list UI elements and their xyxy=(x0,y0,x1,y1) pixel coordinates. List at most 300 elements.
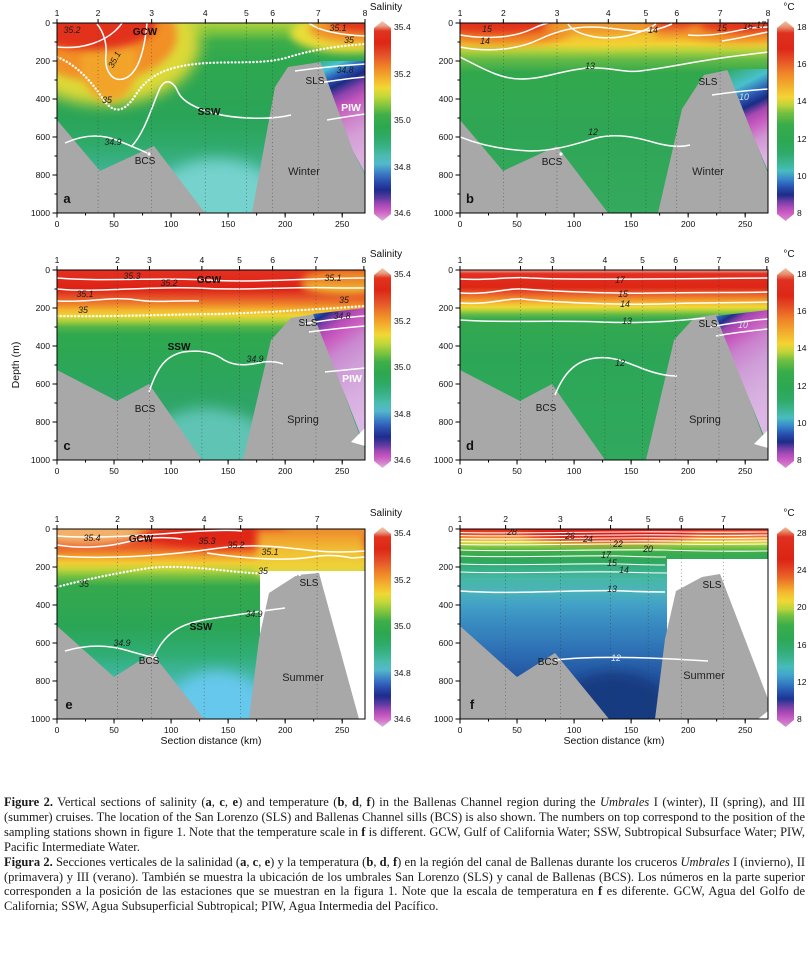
colorbar-gradient xyxy=(777,21,794,221)
label-1: 1 xyxy=(54,514,60,524)
label-0: 0 xyxy=(54,725,60,735)
colorbar-tick: 12 xyxy=(797,133,807,144)
figure-caption xyxy=(4,795,805,914)
label-piw: PIW xyxy=(341,102,361,114)
label-200: 200 xyxy=(680,466,696,476)
label-50: 50 xyxy=(109,466,119,476)
colorbar-tick: 10 xyxy=(797,417,807,428)
label-34.9: 34.9 xyxy=(245,609,263,619)
label-4: 4 xyxy=(201,514,207,524)
label-b: b xyxy=(466,191,474,206)
caption-segment: d xyxy=(352,795,359,809)
label-35.1: 35.1 xyxy=(105,49,123,70)
caption-segment: , xyxy=(373,854,380,869)
label-200: 200 xyxy=(438,562,453,572)
label-35.3: 35.3 xyxy=(198,536,216,546)
panel-c-plot xyxy=(0,247,385,497)
label-400: 400 xyxy=(35,94,50,104)
label-34.9: 34.9 xyxy=(113,638,131,648)
label-35.1: 35.1 xyxy=(261,547,279,557)
caption-segment: e xyxy=(232,795,239,809)
caption-segment: c xyxy=(252,854,259,869)
caption-segment: b xyxy=(366,854,374,869)
caption-segment: I (winter), II (spring), and III (summer) cruises. The location of the San Lorenzo (SLS) and Ballenas Channel sills (BCS) is also shown. The numbers on top correspond to the position of the sampling stations shown in figure 1. Note that the temperature scale in xyxy=(4,795,806,839)
label-34.9: 34.9 xyxy=(104,137,122,147)
label-3: 3 xyxy=(149,8,155,18)
label-250: 250 xyxy=(738,466,753,476)
label-sls: SLS xyxy=(305,76,325,87)
label-1: 1 xyxy=(457,514,463,524)
label-f: f xyxy=(469,697,475,712)
label-0: 0 xyxy=(45,524,50,534)
colorbar-tick: 24 xyxy=(797,565,807,576)
label-a: a xyxy=(63,191,71,206)
colorbar-tick: 18 xyxy=(797,269,807,279)
label-800: 800 xyxy=(438,417,453,427)
colorbar-tick: 28 xyxy=(797,528,807,538)
caption-segment: es diferente. GCW, Agua del Golfo de California; SSW, Agua Subsuperficial Subtropical; PIW, Agua Intermedia del Pacífico. xyxy=(4,884,806,914)
label-bcs: BCS xyxy=(134,404,156,415)
label-400: 400 xyxy=(35,341,50,351)
label-200: 200 xyxy=(438,56,453,66)
label-150: 150 xyxy=(220,466,236,476)
label-200: 200 xyxy=(680,219,696,229)
colorbar-tick: 35.0 xyxy=(394,362,411,372)
label-0: 0 xyxy=(54,466,60,476)
label-13: 13 xyxy=(607,584,617,594)
colorbar-tick: 20 xyxy=(797,602,807,613)
caption-segment: Vertical sections of salinity ( xyxy=(53,795,206,809)
caption-segment: d xyxy=(379,854,387,869)
label-35: 35 xyxy=(79,579,89,589)
label-50: 50 xyxy=(512,725,522,735)
label-35.2: 35.2 xyxy=(227,540,245,550)
caption-segment: , xyxy=(358,795,367,809)
label-sls: SLS xyxy=(299,578,319,589)
colorbar-tick: 8 xyxy=(797,714,802,724)
label-800: 800 xyxy=(35,170,50,180)
label-bcs: BCS xyxy=(535,403,557,414)
label-2: 2 xyxy=(95,8,101,18)
colorbar-title: Salinity xyxy=(369,249,403,260)
caption-segment: is different. GCW, Gulf of California Water; SSW, Subtropical Subsurface Water; PIW, Pacific Intermediate Water. xyxy=(4,824,805,854)
label-10: 10 xyxy=(739,92,749,102)
label-17: 17 xyxy=(615,275,625,285)
caption-segment: ) y la temperatura ( xyxy=(270,854,367,869)
label-gcw: GCW xyxy=(132,27,158,38)
label-800: 800 xyxy=(35,676,50,686)
label-250: 250 xyxy=(335,725,350,735)
panel-d xyxy=(403,247,809,499)
caption-segment: Figura 2. xyxy=(4,854,53,869)
label-3: 3 xyxy=(554,8,560,18)
label-0: 0 xyxy=(54,219,60,229)
label-20: 20 xyxy=(643,544,653,554)
colorbar-tick: 35.2 xyxy=(394,574,411,585)
label-bcs: BCS xyxy=(537,657,559,668)
colorbar-tick: 12 xyxy=(797,676,807,687)
label-gcw: GCW xyxy=(196,275,222,286)
label-6: 6 xyxy=(678,514,684,524)
label-15: 15 xyxy=(482,24,492,34)
label-100: 100 xyxy=(566,725,582,735)
panel-d-plot xyxy=(403,247,788,497)
label-35: 35 xyxy=(102,95,112,105)
label-spring: Spring xyxy=(287,414,319,426)
caption-segment: f xyxy=(598,884,603,899)
label-5: 5 xyxy=(645,514,651,524)
label-gcw: GCW xyxy=(128,534,154,545)
label-24: 24 xyxy=(583,534,593,544)
caption-segment: Secciones verticales de la salinidad ( xyxy=(52,854,241,869)
label-35.3: 35.3 xyxy=(123,271,141,281)
colorbar-tick: 34.6 xyxy=(394,208,411,218)
label-1: 1 xyxy=(54,8,60,18)
panel-e xyxy=(0,506,411,758)
label-depth (m): Depth (m) xyxy=(10,341,22,389)
label-piw: PIW xyxy=(342,373,362,385)
panel-f-plot xyxy=(403,506,788,756)
caption-segment: , xyxy=(258,854,265,869)
label-sls: SLS xyxy=(702,580,722,591)
label-250: 250 xyxy=(335,466,350,476)
colorbar-gradient xyxy=(374,21,391,221)
label-1000: 1000 xyxy=(433,208,453,218)
caption-segment: I (invierno), II (primavera) y III (verano). También se muestra la ubicación de los umbrales San Lorenzo (SLS) y canal de Ballenas (BCS). Los números en la parte superior corresponden a la posición de las estaciones que se muestran en la figura 1. Note que la escala de temperatura en xyxy=(4,854,806,899)
label-250: 250 xyxy=(335,219,350,229)
label-ssw: SSW xyxy=(197,107,221,118)
label-ssw: SSW xyxy=(167,342,191,353)
label-35.2: 35.2 xyxy=(63,25,81,35)
label-summer: Summer xyxy=(683,670,725,682)
label-50: 50 xyxy=(109,725,119,735)
colorbar-title: °C xyxy=(783,249,795,260)
label-600: 600 xyxy=(438,638,453,648)
caption-segment: , xyxy=(211,795,220,809)
label-800: 800 xyxy=(438,170,453,180)
label-6: 6 xyxy=(674,8,680,18)
label-35.1: 35.1 xyxy=(329,23,347,33)
label-35: 35 xyxy=(258,566,268,576)
label-0: 0 xyxy=(45,265,50,275)
colorbar-gradient xyxy=(777,268,794,468)
label-c: c xyxy=(63,438,71,453)
colorbar-tick: 34.8 xyxy=(394,161,411,172)
label-200: 200 xyxy=(277,219,293,229)
colorbar-tick: 34.6 xyxy=(394,455,411,465)
caption-segment: , xyxy=(246,854,253,869)
caption-segment: ) in the Ballenas Channel region during the xyxy=(370,795,600,809)
colorbar-tick: 16 xyxy=(797,306,807,317)
label-sls: SLS xyxy=(698,77,718,88)
label-summer: Summer xyxy=(282,672,324,684)
label-13: 13 xyxy=(622,316,632,326)
label-35.2: 35.2 xyxy=(160,278,178,288)
label-bcs: BCS xyxy=(134,156,156,167)
label-400: 400 xyxy=(35,600,50,610)
label-200: 200 xyxy=(277,725,293,735)
caption-segment: Umbrales xyxy=(599,795,650,809)
label-6: 6 xyxy=(673,255,678,265)
label-6: 6 xyxy=(270,255,275,265)
panel-d-field xyxy=(460,270,768,460)
label-sls: SLS xyxy=(698,319,718,330)
panel-e-field xyxy=(30,521,365,756)
label-600: 600 xyxy=(35,379,50,389)
caption-segment: e xyxy=(264,854,271,869)
panel-b xyxy=(403,0,809,252)
label-7: 7 xyxy=(314,514,320,524)
panel-f xyxy=(403,506,809,758)
colorbar-title: °C xyxy=(783,2,795,13)
label-200: 200 xyxy=(35,562,50,572)
label-35: 35 xyxy=(78,305,88,315)
label-section distance (km): Section distance (km) xyxy=(563,735,665,747)
label-200: 200 xyxy=(680,725,696,735)
label-34.8: 34.8 xyxy=(333,311,351,321)
label-winter: Winter xyxy=(288,166,320,178)
caption-segment: f xyxy=(392,854,398,869)
label-12: 12 xyxy=(615,358,625,368)
label-sls: SLS xyxy=(298,318,318,329)
label-50: 50 xyxy=(512,466,522,476)
label-100: 100 xyxy=(566,219,582,229)
label-150: 150 xyxy=(220,219,236,229)
label-3: 3 xyxy=(147,255,152,265)
label-22: 22 xyxy=(613,539,623,549)
label-7: 7 xyxy=(717,8,723,18)
label-15: 15 xyxy=(618,289,628,299)
label-800: 800 xyxy=(35,417,50,427)
colorbar-gradient xyxy=(374,527,391,727)
label-200: 200 xyxy=(277,466,293,476)
caption-segment: Figure 2. xyxy=(4,795,54,809)
colorbar-gradient xyxy=(777,527,794,727)
label-200: 200 xyxy=(35,303,50,313)
label-150: 150 xyxy=(220,725,236,735)
label-7: 7 xyxy=(721,514,726,524)
label-150: 150 xyxy=(623,725,639,735)
colorbar-tick: 14 xyxy=(797,96,807,107)
label-e: e xyxy=(65,697,73,712)
label-100: 100 xyxy=(566,466,582,476)
colorbar-tick: 8 xyxy=(797,208,802,218)
label-35.1: 35.1 xyxy=(324,273,342,283)
label-13: 13 xyxy=(585,61,595,71)
caption-segment: a xyxy=(240,854,247,869)
colorbar-tick: 35.2 xyxy=(394,68,411,79)
label-35.4: 35.4 xyxy=(83,533,101,543)
label-ssw: SSW xyxy=(189,622,213,633)
label-10: 10 xyxy=(738,320,748,330)
label-600: 600 xyxy=(35,132,50,142)
label-6: 6 xyxy=(270,8,275,18)
label-200: 200 xyxy=(35,56,50,66)
panel-c-field xyxy=(54,270,385,497)
label-5: 5 xyxy=(243,8,249,18)
label-34.9: 34.9 xyxy=(246,354,264,364)
label-7: 7 xyxy=(716,255,722,265)
panel-a xyxy=(0,0,411,252)
colorbar-title: °C xyxy=(783,508,795,519)
label-spring: Spring xyxy=(689,414,721,426)
label-4: 4 xyxy=(608,514,613,524)
label-5: 5 xyxy=(237,255,242,265)
colorbar-tick: 35.4 xyxy=(394,22,411,32)
label-15: 15 xyxy=(607,558,617,568)
label-150: 150 xyxy=(623,219,639,229)
label-1000: 1000 xyxy=(433,714,453,724)
label-0: 0 xyxy=(448,265,453,275)
label-0: 0 xyxy=(457,725,463,735)
label-150: 150 xyxy=(623,466,639,476)
label-1: 1 xyxy=(457,8,463,18)
label-35.1: 35.1 xyxy=(76,289,94,299)
label-0: 0 xyxy=(45,18,50,28)
label-4: 4 xyxy=(202,8,208,18)
label-3: 3 xyxy=(557,514,563,524)
colorbar-tick: 16 xyxy=(797,639,807,650)
colorbar-title: Salinity xyxy=(369,2,403,13)
label-3: 3 xyxy=(550,255,555,265)
label-0: 0 xyxy=(457,466,463,476)
colorbar-temperature-f xyxy=(769,508,809,756)
caption-segment: Umbrales xyxy=(680,854,730,869)
label-600: 600 xyxy=(438,132,453,142)
label-34.8: 34.8 xyxy=(336,65,354,75)
caption-segment: , xyxy=(386,854,393,869)
panel-b-plot xyxy=(403,0,788,250)
label-400: 400 xyxy=(438,94,453,104)
label-5: 5 xyxy=(643,8,649,18)
colorbar-tick: 18 xyxy=(797,22,807,32)
label-16: 16 xyxy=(743,21,753,31)
label-4: 4 xyxy=(605,8,611,18)
label-50: 50 xyxy=(512,219,522,229)
colorbar-tick: 35.0 xyxy=(394,115,411,125)
label-2: 2 xyxy=(115,514,120,524)
label-100: 100 xyxy=(163,725,179,735)
label-15: 15 xyxy=(717,23,727,33)
colorbar-tick: 35.4 xyxy=(394,528,411,538)
label-8: 8 xyxy=(764,255,770,265)
label-100: 100 xyxy=(163,219,179,229)
caption-english xyxy=(4,795,805,855)
label-1000: 1000 xyxy=(30,714,50,724)
colorbar-tick: 34.6 xyxy=(394,714,411,724)
label-800: 800 xyxy=(438,676,453,686)
label-5: 5 xyxy=(640,255,645,265)
colorbar-temperature-d xyxy=(769,249,809,497)
label-14: 14 xyxy=(619,565,629,575)
panel-c xyxy=(0,247,411,499)
label-7: 7 xyxy=(313,255,319,265)
label-35: 35 xyxy=(344,35,354,45)
caption-segment: , xyxy=(224,795,233,809)
label-17: 17 xyxy=(601,550,611,560)
caption-segment: , xyxy=(344,795,352,809)
label-1000: 1000 xyxy=(433,455,453,465)
colorbar-salinity-a xyxy=(366,2,411,250)
label-2: 2 xyxy=(503,514,509,524)
label-3: 3 xyxy=(149,514,155,524)
label-28: 28 xyxy=(507,527,517,537)
label-50: 50 xyxy=(109,219,119,229)
label-14: 14 xyxy=(648,25,658,35)
label-600: 600 xyxy=(35,638,50,648)
label-12: 12 xyxy=(611,653,621,663)
caption-segment: a xyxy=(205,795,212,809)
label-400: 400 xyxy=(438,600,453,610)
colorbar-tick: 16 xyxy=(797,59,807,70)
caption-segment: f xyxy=(361,824,366,839)
colorbar-temperature-b xyxy=(769,2,809,250)
label-12: 12 xyxy=(588,127,598,137)
panel-a-plot xyxy=(0,0,385,250)
label-200: 200 xyxy=(438,303,453,313)
label-4: 4 xyxy=(602,255,608,265)
label-1: 1 xyxy=(457,255,463,265)
colorbar-tick: 14 xyxy=(797,343,807,354)
caption-segment: ) and temperature ( xyxy=(238,795,338,809)
colorbar-gradient xyxy=(374,268,391,468)
colorbar-salinity-c xyxy=(366,249,411,497)
label-600: 600 xyxy=(438,379,453,389)
label-1: 1 xyxy=(54,255,60,265)
caption-segment: c xyxy=(219,795,225,809)
label-1000: 1000 xyxy=(30,208,50,218)
label-7: 7 xyxy=(315,8,321,18)
label-8: 8 xyxy=(362,8,368,18)
panel-e-plot xyxy=(0,506,385,756)
label-14: 14 xyxy=(480,36,490,46)
colorbar-tick: 34.8 xyxy=(394,667,411,678)
caption-spanish xyxy=(4,855,805,915)
label-5: 5 xyxy=(238,514,244,524)
label-4: 4 xyxy=(199,255,205,265)
colorbar-tick: 35.0 xyxy=(394,621,411,631)
label-bcs: BCS xyxy=(541,157,563,168)
colorbar-tick: 8 xyxy=(797,455,802,465)
label-1000: 1000 xyxy=(30,455,50,465)
colorbar-salinity-e xyxy=(366,508,411,756)
label-section distance (km): Section distance (km) xyxy=(160,735,262,747)
caption-segment: b xyxy=(337,795,345,809)
label-400: 400 xyxy=(438,341,453,351)
colorbar-tick: 12 xyxy=(797,380,807,391)
label-winter: Winter xyxy=(692,166,724,178)
label-2: 2 xyxy=(500,8,506,18)
label-250: 250 xyxy=(738,725,753,735)
label-26: 26 xyxy=(565,531,575,541)
label-d: d xyxy=(466,438,474,453)
colorbar-tick: 35.2 xyxy=(394,315,411,326)
label-0: 0 xyxy=(448,524,453,534)
label-0: 0 xyxy=(448,18,453,28)
label-250: 250 xyxy=(738,219,753,229)
label-2: 2 xyxy=(518,255,523,265)
colorbar-tick: 10 xyxy=(797,170,807,181)
colorbar-tick: 35.4 xyxy=(394,269,411,279)
label-8: 8 xyxy=(361,255,367,265)
caption-segment: ) en la región del canal de Ballenas durante los cruceros xyxy=(397,854,681,869)
label-2: 2 xyxy=(115,255,120,265)
label-35: 35 xyxy=(339,295,349,305)
label-14: 14 xyxy=(620,299,630,309)
caption-segment: f xyxy=(366,795,371,809)
label-8: 8 xyxy=(765,8,771,18)
colorbar-tick: 34.8 xyxy=(394,408,411,419)
